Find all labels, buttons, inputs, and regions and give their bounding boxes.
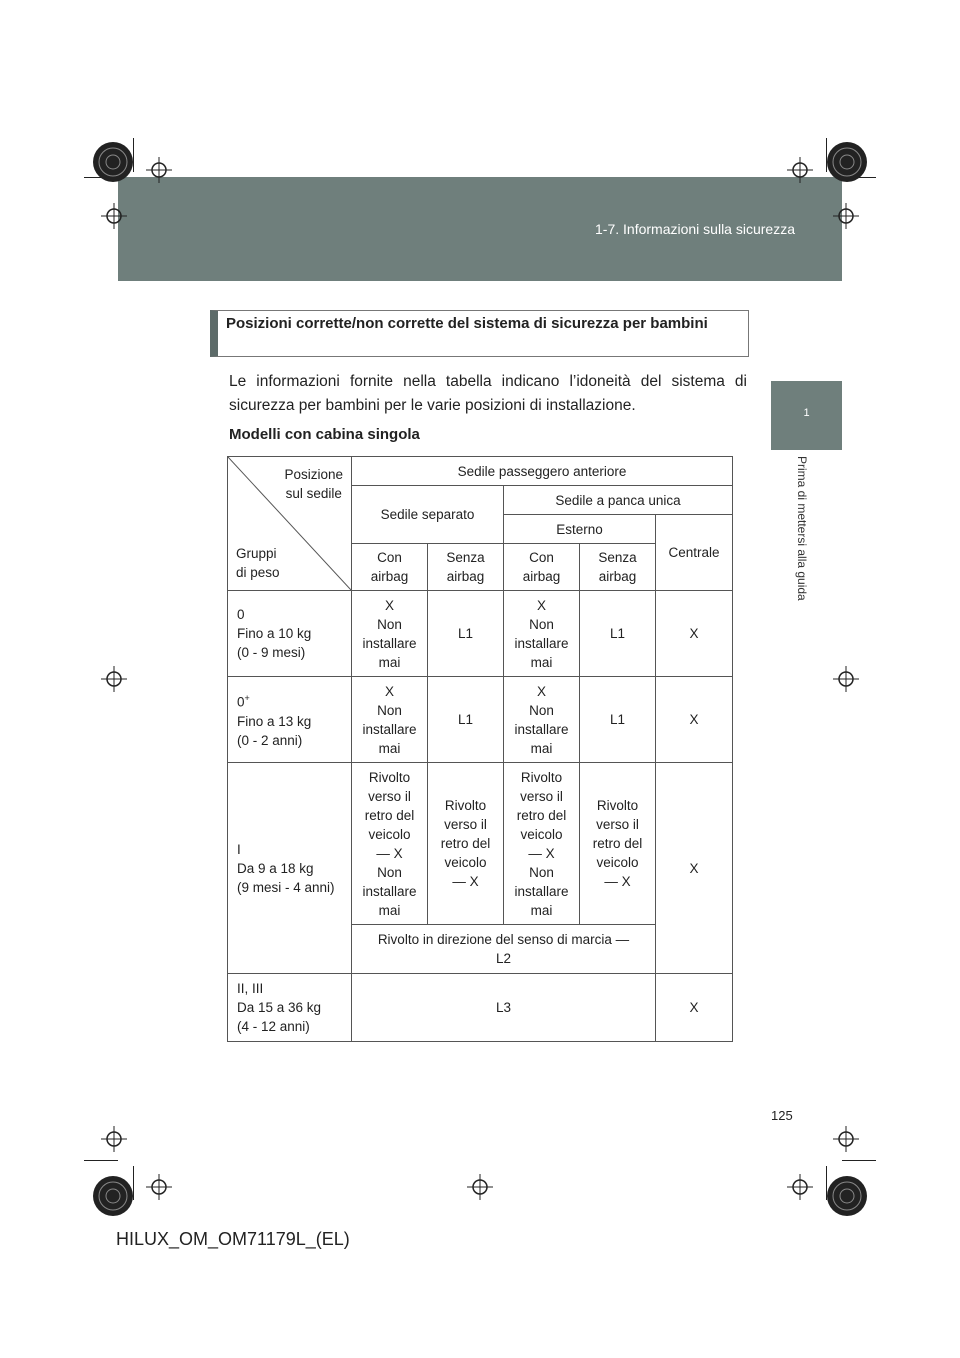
position-label: Posizione sul sedile [284,467,343,501]
value-cell: L3 [352,974,656,1042]
forward-facing-cell: Rivolto in direzione del senso di marcia — L2 [352,925,656,974]
crosshair-icon [833,203,859,229]
front-seat-header: Sedile passeggero anteriore [352,457,733,486]
table-row [228,974,733,1042]
crosshair-icon [833,1126,859,1152]
value-cell: L1 [580,591,656,677]
chapter-tab [771,381,842,450]
value-cell: L1 [428,591,504,677]
document-code: HILUX_OM_OM71179L_(EL) [116,1229,350,1249]
with-airbag-header: Con airbag [504,544,580,591]
table-row [228,763,733,925]
bench-seat-header: Sedile a panca unica [504,486,733,515]
with-airbag-header: Con airbag [352,544,428,591]
crop-line [84,1160,118,1161]
crop-line [133,1166,134,1200]
crosshair-icon [787,1174,813,1200]
crosshair-icon [467,1174,493,1200]
value-cell: Rivolto verso il retro del veicolo — X Non installare mai [504,763,580,925]
center-header: Centrale [656,515,733,591]
crop-line [133,138,134,172]
without-airbag-header: Senza airbag [580,544,656,591]
value-cell: X [656,677,733,763]
child-seat-table [227,456,733,1042]
crosshair-icon [787,157,813,183]
value-cell: Rivolto verso il retro del veicolo — X [428,763,504,925]
without-airbag-header: Senza airbag [428,544,504,591]
registration-disc-icon [825,1174,869,1218]
crop-line [842,177,876,178]
crosshair-icon [101,1126,127,1152]
table-row [228,677,733,763]
heading-text: Posizioni corrette/non corrette del sistema di sicurezza per bambini [226,315,708,332]
separate-seat-header: Sedile separato [352,486,504,544]
value-cell: Rivolto verso il retro del veicolo — X [580,763,656,925]
value-cell: X [656,591,733,677]
chapter-number: 1 [803,407,810,419]
registration-disc-icon [91,1174,135,1218]
group-cell: 0+ Fino a 13 kg (0 - 2 anni) [228,677,352,763]
crosshair-icon [833,666,859,692]
crosshair-icon [101,666,127,692]
crop-line [842,1160,876,1161]
value-cell: X Non installare mai [352,677,428,763]
table-row [228,591,733,677]
outer-header: Esterno [504,515,656,544]
section-title: 1-7. Informazioni sulla sicurezza [595,221,795,237]
crosshair-icon [101,203,127,229]
group-label: Gruppi di peso [236,546,280,580]
value-cell: L1 [580,677,656,763]
group-cell: 0 Fino a 10 kg (0 - 9 mesi) [228,591,352,677]
value-cell: X [656,974,733,1042]
crop-line [826,1166,827,1200]
crosshair-icon [146,157,172,183]
value-cell: X Non installare mai [504,591,580,677]
corner-header-cell [228,457,352,591]
group-cell: I Da 9 a 18 kg (9 mesi - 4 anni) [228,763,352,974]
crosshair-icon [146,1174,172,1200]
crop-line [826,138,827,172]
value-cell: L1 [428,677,504,763]
value-cell: Rivolto verso il retro del veicolo — X Non installare mai [352,763,428,925]
crop-line [84,177,118,178]
value-cell: X Non installare mai [352,591,428,677]
page-number: 125 [771,1108,793,1123]
chapter-label: Prima di mettersi alla guida [795,456,809,601]
group-cell: II, III Da 15 a 36 kg (4 - 12 anni) [228,974,352,1042]
value-cell: X Non installare mai [504,677,580,763]
intro-paragraph: Le informazioni fornite nella tabella indicano l’idoneità del sistema di sicurezza per bambini per le varie posizioni di installazione. [229,373,747,414]
subheading: Modelli con cabina singola [229,426,420,443]
value-cell: X [656,763,733,974]
file-stamp: HILUX_OM_OM71179L_(EL).book Page 125 Wednesday, May 16, 2012 11:37 AM [175,168,563,178]
heading-box [210,310,749,357]
